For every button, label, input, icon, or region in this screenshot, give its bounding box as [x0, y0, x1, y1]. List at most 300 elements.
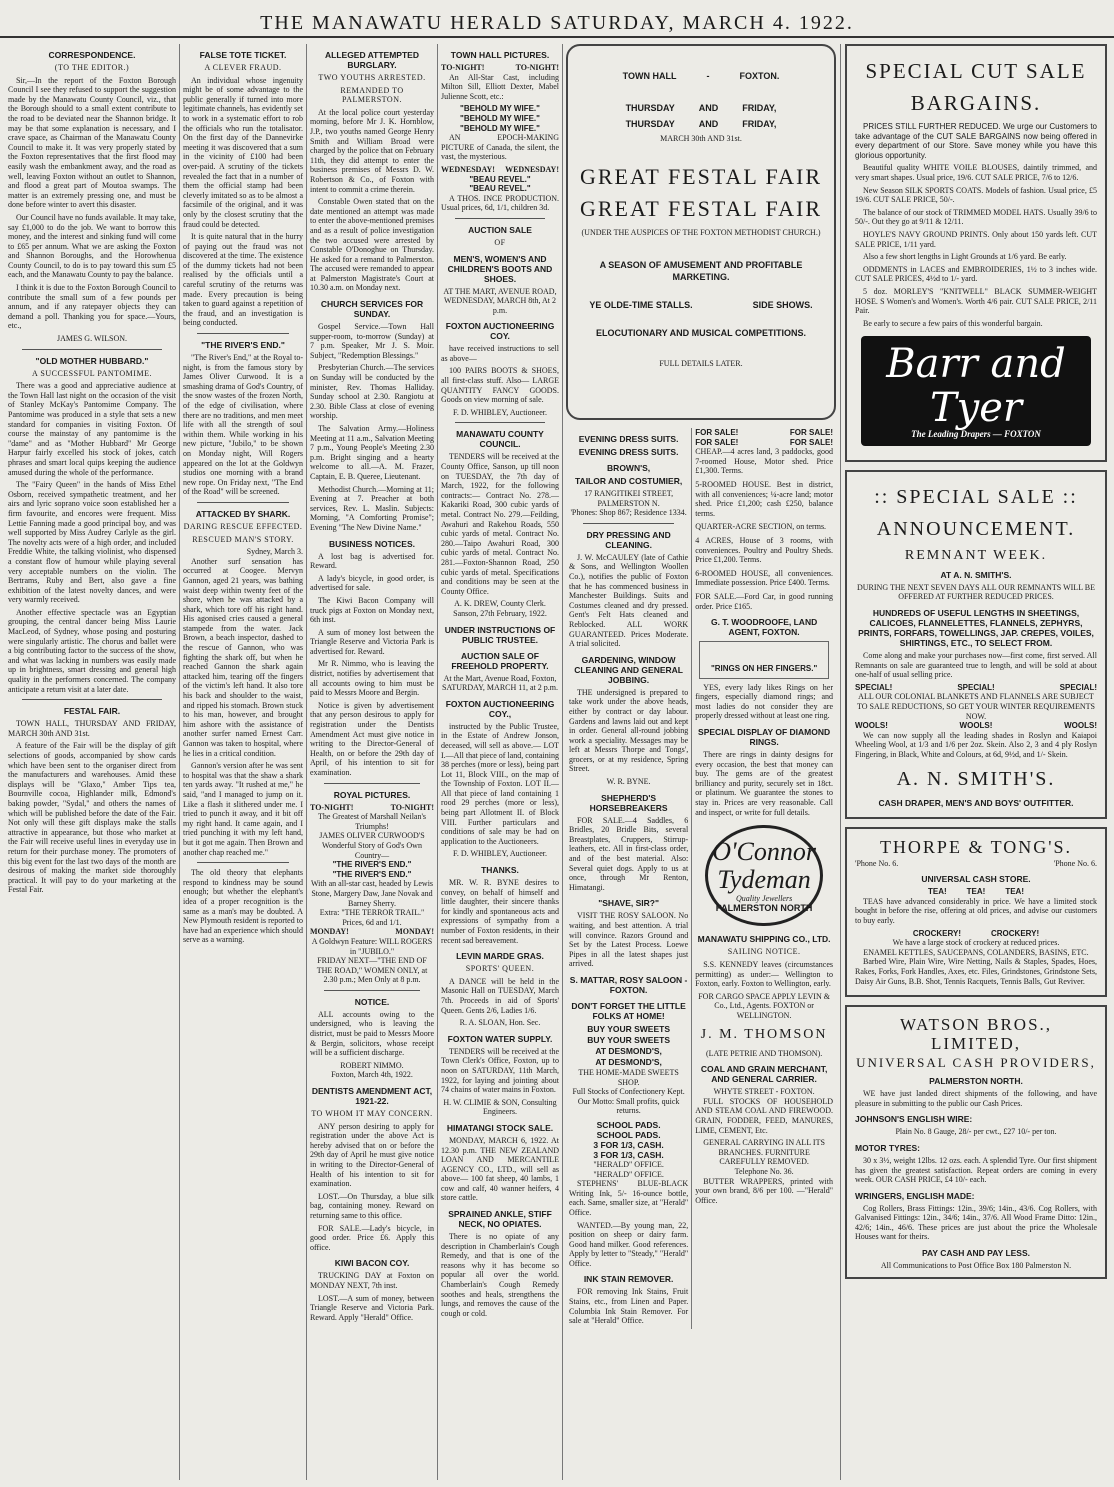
- heading: S. MATTAR, ROSY SALOON - FOXTON.: [569, 974, 688, 995]
- ad-text: The Greatest of Marshall Neilan's Triumphs!: [317, 812, 427, 831]
- watson-bros-ad: [845, 1005, 1107, 1279]
- ad-headline: GREAT FESTAL FAIR: [579, 163, 823, 189]
- paragraph: LOST.—A sum of money, between Triangle Reserve and Victoria Park. Reward. Apply "Herald" Office.: [310, 1293, 434, 1322]
- right-ads: [691, 428, 836, 1329]
- paragraph: It is quite natural that in the hurry of paying out the fraud was not discovered at the time. The existence of the dummy tickets had not been realised by the officials until a careful scrutiny of the returns was made. Every precaution is being taken to guard against a repetition of the fraud, and an investigation is being conducted.: [183, 232, 303, 328]
- paragraph: "The River's End," at the Royal to-night, is from the famous story by James Oliver Curwood. It is a smashing drama of God's Country, of the snow wastes of the frozen North, of the edge of civilisation, where there are no traditions, and men meet life with all the strength of soul within them. While working in his new picture, "Jubilo," to be shown on Monday night, Will Rogers appeared on the lot at the Goldwyn studios one morning with a brand new rope. On Friday next, "The End of the Road" will be screened.: [183, 353, 303, 497]
- column-rule: [306, 44, 307, 1480]
- ad-text: THE HOME-MADE SWEETS SHOP.: [578, 1067, 679, 1087]
- heading: SCHOOL PADS.: [596, 1119, 661, 1130]
- paragraph: BUTTER WRAPPERS, printed with your own brand, 8/6 per 100. —"Herald" Office.: [695, 1176, 833, 1205]
- divider: [455, 422, 545, 423]
- signature: A. K. DREW, County Clerk.: [454, 599, 546, 609]
- ad-text: GENERAL CARRYING IN ALL ITS BRANCHES. FURNITURE CAREFULLY REMOVED.: [703, 1138, 825, 1167]
- paragraph: Another surf sensation has occurred at Coogee. Mervyn Gannon, aged 21 years, was bathing waist deep within twenty feet of the shore, when he was attacked by a shark, which tore off his right hand. His agonised cries caused a general stampede from the water. Jack Brown, a beach inspector, dashed to the rescue of Gannon, who was fighting the shark off, but when he reached Gannon the shark again attacked him, tearing off the fingers of the victim's left hand. It also tore his back and shoulder to the waist, and ripped his stomach. Brown stuck to his man, however, and brought him ashore with the assistance of another surfer named Ernest Carr. Gannon was taken to hospital, where he lies in a critical condition.: [183, 556, 303, 758]
- paragraph: TENDERS will be received at the County Office, Sanson, up till noon on TUESDAY, the 7th day of March, 1922, for the following contracts:— Contract No. 278.—Kakariki Road, 300 cubic yards of metal. Contract No. 279.—Feilding, Awahuri and Rakehou Roads, 550 cubic yards of metal. Contract No. 280.—Taipo Awahuri Road, 300 cubic yards of metal. Contract No. 281.—Foxton-Shannon Road, 250 cubic yards of metal. Specifications and conditions may be seen at the County Office.: [441, 452, 559, 596]
- ad-text: SPECIAL!: [855, 682, 893, 692]
- paragraph: FOR SALE.—Lady's bicycle, in good order. Price £6. Apply this office.: [310, 1223, 434, 1252]
- rings-ad: [699, 641, 829, 679]
- paragraph: Gospel Service.—Town Hall supper-room, to-morrow (Sunday) at 7 p.m. Speaker, Mr J. S. Moir. Subject, "Redemption Blessings.": [310, 322, 434, 360]
- ad-text: TEA!: [1005, 887, 1024, 897]
- paragraph: Sir,—In the report of the Foxton Borough Council I see they refused to support the suggestion made by the Manawatu County Council, viz., that the Borough should to a small extent contribute to the road to be deviated near the Shannon bridge. It may be that some explanation is necessary, and I crave space, as Chairman of the Manawatu County Council to make it. It was very properly stated by the Foxton representatives that the first flood may easily wash the embankment away, and the road as well, leaving Foxton without an outlet to Shannon, and flood a great part of Moutoa swamps. The matter is an extremely pressing one, and must be done before winter to avert this disaster.: [8, 75, 176, 210]
- heading: ALLEGED ATTEMPTED BURGLARY.: [325, 50, 419, 70]
- paragraph: ALL accounts owing to the undersigned, who is leaving the district, must be paid to Messrs Moore & Bergin, solicitors, whose receipt will be a sufficient discharge.: [310, 1009, 434, 1058]
- heading: BUY YOUR SWEETS: [587, 1023, 671, 1034]
- ad-text: "HERALD" OFFICE.: [593, 1159, 664, 1169]
- paragraph: 5 doz. MORLEY'S "KNITWELL" BLACK SUMMER-WEIGHT HOSE. S Women's and Women's. Worth 4/6 pair. CUT SALE PRICE, 2/11 Pair.: [855, 286, 1097, 316]
- heading: AUCTION SALE: [468, 224, 532, 235]
- heading: DRY PRESSING AND CLEANING.: [586, 529, 671, 550]
- paragraph: FULL STOCKS OF HOUSEHOLD AND STEAM COAL AND FIREWOOD. GRAIN, FODDER, FEED, MANURES, LIME, CEMENT, Etc.: [695, 1096, 833, 1135]
- thorpe-tongs-ad: [845, 827, 1107, 998]
- ad-row: [576, 70, 826, 82]
- heading: GARDENING, WINDOW CLEANING AND GENERAL JOBBING.: [574, 654, 683, 685]
- paragraph: ANY person desiring to apply for registration under the above Act is hereby advised that on or before the 29th day of April he must give notice in writing to the Director-General of Health of his intention to sit for examination.: [310, 1121, 434, 1189]
- divider: [455, 218, 545, 219]
- ad-row: [695, 428, 833, 438]
- ad-headline: GREAT FESTAL FAIR: [579, 195, 823, 221]
- ad-text: Extra: "THE TERROR TRAIL.": [319, 908, 425, 918]
- paragraph: Barbed Wire, Plain Wire, Wire Netting, Nails & Staples, Spades, Hoes, Rakes, Forks, Fork Handles, Axes, etc. Files, Grindstones, Grindstone Sets, Daisy Air Guns, B.B. Shot, Tennis Racquets, Tennis Balls, Gut Reviver.: [855, 957, 1097, 986]
- paragraph: have received instructions to sell as above—: [441, 344, 559, 363]
- heading: EVENING DRESS SUITS.: [578, 434, 679, 444]
- ad-row: [441, 165, 559, 175]
- paragraph: TENDERS will be received at the Town Clerk's Office, Foxton, up to noon on SATURDAY, 11th March, 1922, for laying and jointing about 74 chains of water mains in Foxton.: [441, 1046, 559, 1095]
- heading: LEVIN MARDE GRAS.: [456, 951, 544, 962]
- ad-text: FRIDAY,: [742, 103, 777, 113]
- heading: "THE RIVER'S END.": [201, 340, 285, 351]
- ad-text: TO-NIGHT!: [515, 63, 559, 72]
- paragraph: FOR removing Ink Stains, Fruit Stains, etc., from Linen and Paper. Columbia Ink Stain Remover. For sale at "Herald" Office.: [569, 1287, 689, 1326]
- dateline: Sydney, March 3.: [246, 547, 303, 557]
- ad-row: [310, 927, 434, 937]
- remnant-sale-ad: [845, 470, 1107, 819]
- ad-row: [855, 721, 1097, 731]
- heading: DON'T FORGET THE LITTLE FOLKS AT HOME!: [571, 1000, 686, 1021]
- ad-text: "BEHOLD MY WIFE.": [460, 113, 540, 123]
- ad-text: TEA!: [927, 887, 947, 897]
- heading: MANAWATU SHIPPING CO., LTD.: [697, 934, 831, 945]
- ad-text: WOOLS!: [1064, 721, 1097, 731]
- heading: PAY CASH AND PAY LESS.: [921, 1248, 1031, 1259]
- heading: AT A. N. SMITH'S.: [940, 569, 1012, 580]
- ad-text: CROCKERY!: [991, 928, 1040, 938]
- barr-tyer-logo: [861, 336, 1091, 446]
- subheading: REMANDED TO PALMERSTON.: [340, 85, 404, 105]
- heading: EVENING DRESS SUITS.: [578, 447, 679, 457]
- heading: AT DESMOND'S,: [595, 1045, 662, 1056]
- ad-row: [855, 683, 1097, 693]
- ad-row: [576, 299, 826, 311]
- paragraph: WANTED.—By young man, 22, position on sheep or dairy farm. Good hand milker. Good references. Apply by letter to "Steady," "Herald" Office.: [569, 1220, 689, 1268]
- column-news: [183, 44, 303, 1480]
- divider: [22, 349, 162, 350]
- ad-text: "HERALD" OFFICE.: [593, 1169, 664, 1179]
- signature: ROBERT NIMMO.: [340, 1060, 404, 1070]
- subheading: A SUCCESSFUL PANTOMIME.: [32, 368, 152, 378]
- subheading: (TO THE EDITOR.): [54, 63, 130, 72]
- ad-text: SPECIAL!: [1059, 682, 1097, 692]
- ad-row: [695, 438, 833, 448]
- ad-text: AND: [698, 103, 719, 113]
- signature: H. W. CLIMIE & SON, Consulting Engineers.: [443, 1097, 557, 1117]
- ad-text: -: [706, 71, 710, 81]
- paragraph: STEPHENS' BLUE-BLACK Writing Ink, 5/- 16-ounce bottle, each. Same, smaller size, at "Herald" Office.: [569, 1179, 689, 1217]
- heading: INK STAIN REMOVER.: [583, 1274, 674, 1285]
- ad-row: [310, 803, 434, 813]
- ad-text: TO-NIGHT!: [441, 63, 485, 72]
- heading: FESTAL FAIR.: [63, 706, 121, 717]
- signature: JAMES G. WILSON.: [56, 334, 128, 344]
- heading: CHURCH SERVICES FOR SUNDAY.: [320, 299, 424, 320]
- ad-headline: REMNANT WEEK.: [904, 547, 1048, 563]
- heading: UNIVERSAL CASH STORE.: [921, 874, 1031, 885]
- ad-headline: WATSON BROS., LIMITED,: [899, 1015, 1053, 1054]
- paragraph: Beautiful quality WHITE VOILE BLOUSES, daintily trimmed, and very smart shapes. Usual price, 19/6. CUT SALE PRICE, 7/6 to 12/6.: [855, 163, 1097, 182]
- ad-headline: A. N. SMITH'S.: [896, 767, 1056, 790]
- divider: [197, 502, 289, 503]
- ad-headline: SPECIAL CUT SALE: [865, 59, 1087, 83]
- ad-text: Telephone No. 36.: [734, 1166, 794, 1176]
- subheading: RESCUED MAN'S STORY.: [192, 534, 294, 544]
- ad-text: 'Phone No. 6.: [855, 858, 899, 868]
- paragraph: A lost bag is advertised for. Reward.: [310, 551, 434, 571]
- subheading: TO WHOM IT MAY CONCERN.: [311, 1109, 433, 1119]
- heading: KIWI BACON COY.: [334, 1258, 410, 1269]
- paragraph: An individual whose ingenuity might be of some advantage to the public generally if turned into more legitimate channels, has evidently set to work in a systematic effort to rob the officials who run the totalisator. On the first day of the Dannevirke meeting it was discovered that a sum in the vicinity of £100 had been over-paid. A scrutiny of the tickets revealed the fact that in a number of them the official stamp had been cleverly imitated so as to be almost a facsimile of the original, and it was only by the closest scrutiny that the fraud could be detected.: [183, 75, 303, 229]
- ad-text: AND: [698, 119, 719, 129]
- paragraph: Mr R. Nimmo, who is leaving the district, notifies by advertisement that all accounts owing to him must be paid to Messrs Moore and Bergin.: [310, 659, 434, 698]
- paragraph: ODDMENTS in LACES and EMBROIDERIES, 1½ to 3 inches wide. CUT SALE PRICES, 4½d to 1/- yard.: [855, 264, 1097, 284]
- signature: F. D. WHIBLEY, Auctioneer.: [453, 407, 547, 417]
- ad-headline: BARGAINS.: [910, 91, 1042, 115]
- ad-text: ELOCUTIONARY AND MUSICAL COMPETITIONS.: [595, 328, 806, 339]
- ad-text: "BEHOLD MY WIFE.": [460, 123, 540, 133]
- ad-row: [441, 63, 559, 73]
- heading: 3 FOR 1/3, CASH.: [593, 1139, 664, 1150]
- ad-text: FOR SALE!: [695, 428, 739, 437]
- paragraph: Be early to secure a few pairs of this wonderful bargain.: [863, 318, 1043, 328]
- ad-text: 17 RANGITIKEI STREET, PALMERSTON N.: [584, 489, 674, 508]
- paragraph: There was a good and appreciative audience at the Town Hall last night on the occasion of the visit of Stanley McKay's Pantomime Company. The Pantomime was produced in a style that sets a new standard for companies in visiting Foxton. Of course the mainstay of any pantomime is the "dame" and as "Mother Hubbard" Mr George Harpur fairly excelled his stock of jokes, catch phrases and smart local quips keeping the audience amused during the whole of the performance.: [8, 381, 176, 477]
- paragraph: S.S. KENNEDY leaves (circumstances permitting) as under:— Wellington to Foxton, early. Foxton to Wellington, early.: [695, 960, 833, 989]
- paragraph: FOR SALE.—4 Saddles, 6 Bridles, 20 Bridle Bits, several Breastplates, Cruppers, Stirrup-leathers, etc. All in first-class order, and of the best material. Also: Several quiet dogs. Apply to us at once, through Mr Renton, Himatangi.: [569, 815, 689, 892]
- ad-text: ALL OUR COLONIAL BLANKETS AND FLANNELS ARE SUBJECT TO SALE REDUCTIONS, SO GET YOUR WINTER REQUIREMENTS NOW.: [857, 692, 1095, 721]
- ad-headline: UNIVERSAL CASH PROVIDERS,: [856, 1055, 1096, 1071]
- festal-fair-ad: [566, 44, 836, 420]
- listing: 5-ROOMED HOUSE. Best in district, with all conveniences; ¼-acre land; motor shed. Price £1,200; cash £250, balance terms.: [695, 479, 833, 518]
- ad-text: DURING THE NEXT SEVEN DAYS ALL OUR REMNANTS WILL BE OFFERED AT FURTHER REDUCED PRICES.: [857, 582, 1095, 602]
- ad-text: Prices, 6d and 1/1.: [342, 917, 402, 927]
- listing: FOR SALE.—Ford Car, in good running order. Price £165.: [695, 591, 833, 611]
- paragraph: Methodist Church.—Morning at 11; Evening at 7. Preacher at both services, Rev. L. Maslin. Subjects: Morning, "A Comforting Promise"; Evening "The New Divine Name.": [310, 484, 434, 532]
- paragraph: THE undersigned is prepared to take work under the above heads, either by contract or day labour. Gardens and lawns laid out and kept in order. General all-round jobbing work a speciality. Messages may be left at Messrs Thorpe and Tongs', grocers, or at my residence, Spring Street.: [569, 687, 689, 774]
- paragraph: HOYLE'S NAVY GROUND PRINTS. Only about 150 yards left. CUT SALE PRICE, 1/11 yard.: [855, 229, 1097, 249]
- paragraph: TOWN HALL, THURSDAY AND FRIDAY, MARCH 30th AND 31st.: [8, 719, 176, 738]
- heading: FOXTON AUCTIONEERING COY.,: [445, 698, 555, 719]
- ad-text: WEDNESDAY!: [441, 164, 495, 174]
- paragraph: 100 PAIRS BOOTS & SHOES, all first-class stuff. Also— LARGE QUANTITY FANCY GOODS. Goods on view morning of sale.: [441, 366, 559, 405]
- heading: FALSE TOTE TICKET.: [199, 50, 287, 60]
- heading: HUNDREDS OF USEFUL LENGTHS IN SHEETINGS, CALICOES, FLANNELETTES, FLANNELS, ZEPHYRS, PRINTS, FORFARS, TOWELLINGS, JAP. CREPES, VOILES, SHIRTINGS, ETC., TO SELECT FROM.: [858, 608, 1094, 649]
- ad-text: SPECIAL!: [957, 682, 995, 692]
- listing: 4 ACRES, House of 3 rooms, with conveniences. Poultry and Poultry Sheds. Price £1,200. Terms.: [695, 535, 833, 565]
- ad-text: WOOLS!: [959, 721, 993, 731]
- paragraph: The Salvation Army.—Holiness Meeting at 11 a.m., Salvation Meeting 7 p.m., Young People's Meeting 2.30 p.m. Bright singing and a hearty welcome to all.—A. M. Frazer, Captain, E. B. Queree, Lieutenant.: [310, 424, 434, 481]
- heading: HIMATANGI STOCK SALE.: [446, 1122, 554, 1133]
- ad-text: (LATE PETRIE AND THOMSON).: [705, 1048, 823, 1058]
- paragraph: A sum of money lost between the Triangle Reserve and Victoria Park is advertised for. Reward.: [310, 627, 434, 656]
- paragraph: LOST.—On Thursday, a blue silk bag, containing money. Reward on returning same to this office.: [310, 1191, 434, 1220]
- paragraph: I think it is due to the Foxton Borough Council to contribute the small sum of a few pounds per annum, and if any ratepayer objects they can demand a poll. Thanking you for space.—Yours, etc.,: [8, 283, 176, 331]
- paragraph: MR. W. R. BYNE desires to convey, on behalf of himself and little daughter, their sincere thanks for kindly and spontaneous acts and expressions of sympathy from a number of Foxton residents, in their recent sad bereavement.: [441, 878, 559, 945]
- subheading: OF: [494, 237, 506, 247]
- heading: "SHAVE, SIR?": [598, 898, 659, 909]
- heading: UNDER INSTRUCTIONS OF PUBLIC TRUSTEE.: [444, 624, 556, 645]
- heading: COAL AND GRAIN MERCHANT, AND GENERAL CARRIER.: [700, 1064, 828, 1085]
- logo-text: Tydeman: [717, 865, 811, 895]
- paragraph: AN EPOCH-MAKING PICTURE of Canada, the silent, the vast, the mysterious.: [441, 133, 559, 162]
- ad-text: THURSDAY: [625, 103, 675, 113]
- cut-sale-ad: [845, 44, 1107, 462]
- subheading: A CLEVER FRAUD.: [204, 63, 282, 72]
- signature: R. A. SLOAN, Hon. Sec.: [459, 1018, 541, 1028]
- ad-text: "BEAU REVEL.": [469, 184, 531, 194]
- ad-text: SIDE SHOWS.: [752, 300, 813, 311]
- heading: TAILOR AND COSTUMIER,: [575, 476, 683, 486]
- divider: [197, 333, 289, 334]
- heading: MEN'S, WOMEN'S AND CHILDREN'S BOOTS AND SHOES.: [447, 253, 553, 284]
- paragraph: We can now supply all the leading shades in Roslyn and Kaiapoi Wheeling Wool, at 1/3 and 1/6 per 2oz. Skein. Also 2, 3 and 4 ply Roslyn Fingering, in Black, White and Colours, at 6d, 9½d, and 1/- Skein.: [855, 730, 1097, 759]
- heading: SPRAINED ANKLE, STIFF NECK, NO OPIATES.: [448, 1209, 552, 1230]
- signature: F. D. WHIBLEY, Auctioneer.: [453, 849, 547, 859]
- logo-text: O'Connor: [712, 837, 816, 867]
- heading: THANKS.: [481, 865, 519, 876]
- divider: [197, 862, 289, 863]
- column-rule: [840, 44, 841, 1480]
- heading: DENTISTS AMENDMENT ACT, 1921-22.: [311, 1086, 433, 1107]
- signature: W. R. BYNE.: [606, 777, 651, 787]
- paragraph: J. W. McCAULEY (late of Cathie & Sons, and Wellington Woollen Co.), notifies the public of Foxton that he has commenced business in Manchester Buildings. Suits and Costumes cleaned and dry pressed. Gent's Felt Hats cleaned and Reblocked. ALL WORK GUARANTEED. Prices Moderate. A trial solicited.: [569, 552, 689, 649]
- heading: BUSINESS NOTICES.: [329, 538, 415, 549]
- logo-text: The Leading Drapers — FOXTON: [911, 429, 1041, 440]
- ad-text: MONDAY!: [395, 927, 434, 937]
- ad-text: FRIDAY NEXT—"THE END OF THE ROAD," WOMEN ONLY, at 2.30 p.m.; Men Only at 8 p.m.: [316, 956, 428, 985]
- ad-text: A SEASON OF AMUSEMENT AND PROFITABLE MARKETING.: [599, 260, 803, 283]
- heading: SPECIAL DISPLAY OF DIAMOND RINGS.: [698, 727, 831, 748]
- heading: JOHNSON'S ENGLISH WIRE:: [855, 1114, 973, 1125]
- ad-text: "BEHOLD MY WIFE.": [460, 104, 540, 114]
- ad-text: FRIDAY,: [742, 119, 777, 129]
- ad-text: FOR CARGO SPACE APPLY LEVIN & Co., Ltd., Agents. FOXTON or WELLINGTON.: [698, 991, 830, 1020]
- heading: TOWN HALL PICTURES.: [450, 50, 550, 60]
- paragraph: Notice is given by advertisement that any person desirous to apply for registration under the Dentists Amendment Act must give notice in writing to the Director-General of Health, on or before the 29th day of April, of his intention to sit for examination.: [310, 700, 434, 777]
- paragraph: New Season SILK SPORTS COATS. Models of fashion. Usual price, £5 19/6. CUT SALE PRICE, 50/-.: [855, 185, 1097, 205]
- paragraph: A lady's bicycle, in good order, is advertised for sale.: [310, 573, 434, 593]
- jeweller-logo: [705, 825, 823, 926]
- paragraph: YES, every lady likes Rings on her fingers, especially diamond rings; and most ladies do not consider they are properly dressed without at least one ring.: [695, 682, 833, 721]
- ad-text: MARCH 30th AND 31st.: [660, 134, 742, 143]
- ad-text: FOR SALE!: [789, 428, 833, 437]
- ad-headline: ANNOUNCEMENT.: [876, 517, 1076, 540]
- ad-text: TEA!: [966, 887, 986, 897]
- column-rule: [437, 44, 438, 1480]
- listing: QUARTER-ACRE SECTION, on terms.: [695, 522, 827, 532]
- paragraph: 30 x 3½, weight 12lbs. 12 ozs. each. A splendid Tyre. Our first shipment has given the greatest satisfaction. Repeat orders are coming in every week. OUR CASH PRICE, £4 10/- each.: [855, 1155, 1097, 1185]
- ad-text: "BEAU REVEL.": [469, 174, 531, 184]
- paragraph: Constable Owen stated that on the date mentioned an attempt was made to enter the above-mentioned premises and as a result of police investigation the two accused were arrested by Constable O'Donoghue on Thursday. He asked for a remand to Palmerston. The accused were remanded to appear at Palmerston Magistrate's Court at 10.30 a.m. on Monday next.: [310, 197, 434, 293]
- ad-headline: THORPE & TONG'S.: [879, 836, 1073, 857]
- ad-row: [855, 859, 1097, 869]
- divider: [22, 699, 162, 700]
- ad-row: [855, 887, 1097, 897]
- ad-text: 'Phone No. 6.: [1053, 858, 1097, 868]
- ad-text: FOXTON.: [739, 71, 780, 81]
- paragraph: VISIT THE ROSY SALOON. No waiting, and best attention. A trial will convince. Razors Ground and Set by the Latest Process. Loewe Pipes in all the latest shapes just arrived.: [569, 911, 689, 969]
- masthead: [0, 0, 1114, 38]
- paragraph: At the local police court yesterday morning, before Mr J. K. Hornblow, J.P., two youths named George Henry Smith and William Broad were charged by the police that on February 11th, they did attempt to enter the business premises of Messrs D. W. Robertson & Co., of Foxton with intent to commit a crime therein.: [310, 107, 434, 194]
- paragraph: The "Fairy Queen" in the hands of Miss Ethel Osborn, received sympathetic treatment, and her airs and lyric soprano voice soon established her a firm favourite, and encores were frequent. Miss Lettie Fanning made a good principal boy, and was well supported by Miss Audrey Carlyle as the girl. The novelty acts were of a high order, and included Freddie White, the talking violinist, who dispensed a constant flow of humour while playing several very acceptable numbers on the violin. The Bertrams, Ruby and Bert, also gave a fine exhibition of the latest novelty dances, and were very warmly received.: [8, 480, 176, 605]
- heading: BROWN'S,: [607, 463, 651, 473]
- heading: G. T. WOODROOFE, LAND AGENT, FOXTON.: [710, 617, 818, 638]
- listing: 6-ROOMED HOUSE, all conveniences. Immediate possession. Price £400. Terms.: [695, 568, 833, 588]
- ad-text: 'Phones: Shop 867; Residence 1334.: [570, 508, 687, 518]
- ad-text: WEDNESDAY!: [505, 164, 559, 174]
- ad-text: MONDAY!: [310, 927, 349, 937]
- ad-text: JAMES OLIVER CURWOOD'S Wonderful Story of God's Own Country—: [319, 831, 425, 860]
- column-rule: [562, 44, 563, 1480]
- paragraph: Come along and make your purchases now—first come, first served. All Remnants on sale are guaranteed true to length, and will be sold at about one-half of usual selling price.: [855, 651, 1097, 680]
- heading: "OLD MOTHER HUBBARD.": [35, 355, 149, 366]
- heading: BUY YOUR SWEETS: [587, 1034, 671, 1045]
- ad-text: Our Motto: Small profits, quick returns.: [577, 1096, 680, 1116]
- column-wide-ads: [566, 44, 836, 1480]
- ad-text: "THE RIVER'S END.": [332, 860, 412, 870]
- ad-row: [855, 929, 1097, 939]
- paragraph: Presbyterian Church.—The services on Sunday will be conducted by the minister, Rev. Thomas Halliday. Sunday school at 2.30. Rangiotu at 2.30. Bible Class at close of evening worship.: [310, 363, 434, 421]
- ad-text: FOR SALE!: [789, 437, 833, 447]
- ad-text: Full Stocks of Confectionery Kept.: [572, 1087, 685, 1097]
- dateline: Foxton, March 4th, 1922.: [331, 1070, 413, 1080]
- heading: AT DESMOND'S,: [595, 1056, 662, 1067]
- ad-text: TO-NIGHT!: [310, 802, 354, 812]
- heading: ROYAL PICTURES.: [333, 789, 411, 800]
- heading: FOXTON WATER SUPPLY.: [447, 1033, 553, 1044]
- ad-text: (UNDER THE AUSPICES OF THE FOXTON METHODIST CHURCH.): [581, 227, 821, 237]
- ad-text: A Goldwyn Feature: WILL ROGERS in "JUBILO.": [311, 936, 433, 956]
- paragraph: WE have just landed direct shipments of the following, and have pleasure in submitting to the public our Cash Prices.: [855, 1089, 1097, 1108]
- logo-text: Quality Jewellers: [735, 894, 793, 904]
- divider: [324, 783, 420, 784]
- logo-text: PALMERSTON NORTH: [715, 902, 813, 913]
- ad-text: CROCKERY!: [912, 928, 961, 938]
- ad-text: AT THE MART, AVENUE ROAD, WEDNESDAY, MARCH 8th, At 2 p.m.: [443, 286, 557, 315]
- ad-text: YE OLDE-TIME STALLS.: [589, 300, 693, 311]
- paragraph: PRICES STILL FURTHER REDUCED. We urge our Customers to take advantage of the CUT SALE BARGAINS now being offered in every department of our Store. Save money while you have this glorious opportunity.: [855, 122, 1097, 160]
- ad-text: With an all-star cast, headed by Lewis Stone, Margery Daw, Jane Novak and Barney Sherry.: [310, 879, 434, 908]
- heading: SCHOOL PADS.: [596, 1129, 661, 1140]
- subheading: TWO YOUTHS ARRESTED.: [318, 73, 426, 82]
- heading: FOXTON AUCTIONEERING COY.: [445, 321, 555, 342]
- paragraph: The old theory that elephants respond to kindness may be sound enough; but whether the elephant's idea of a proper recognition is the same as a man's may be doubted. A New Plymouth resident is reported to have had an experience which should serve as a warning.: [183, 868, 303, 945]
- ad-text: All Communications to Post Office Box 180 Palmerston N.: [880, 1261, 1072, 1271]
- logo-text: Barr and Tyer: [886, 341, 1066, 432]
- paragraph: The balance of our stock of TRIMMED MODEL HATS. Usually 39/6 to 50/-. Out they go at 9/11 & 12/11.: [855, 207, 1097, 227]
- column-advertisements: [441, 44, 559, 1480]
- ad-text: WHYTE STREET - FOXTON.: [713, 1087, 815, 1097]
- heading: PALMERSTON NORTH.: [929, 1076, 1023, 1087]
- masthead-title: THE MANAWATU HERALD SATURDAY, MARCH 4. 1922.: [260, 12, 854, 34]
- ad-text: WOOLS!: [855, 721, 888, 731]
- ad-text: FULL DETAILS LATER.: [659, 359, 743, 369]
- heading: SHEPHERD'S HORSEBREAKERS: [589, 792, 668, 813]
- subheading: SAILING NOTICE.: [727, 947, 801, 957]
- divider: [583, 523, 674, 524]
- heading: 3 FOR 1/3, CASH.: [593, 1149, 664, 1160]
- left-ads: [566, 428, 691, 1329]
- paragraph: Our Council have no funds available. It may take, say £1,000 to do the job. We want to borrow this money, and the interest and sinking fund will come to £65 per annum. What we are asking the Foxton and Shannon Boroughs, and the Horowhenua County Council, to do is to pay toward this sum £5 each, and the Manawatu County to pay the balance.: [8, 212, 176, 280]
- paragraph: A feature of the Fair will be the display of gift selections of goods, accompanied by show cards which have been sent to the organiser direct from the manufacturers and warehouses. Amid these displays will be "Glaxo," Amber Tips tea, Bournville cocoa, Highlander milk, Edmond's baking powder, "Sydal," and others the names of which will be published before the date of the Fair. Not only will these gift displays make the stalls attractive in appearance, but those who market at the Fair will receive useful lines in everyday use in return for their purchase money. The promoters of this big event for the last two days of the month are desirous of making the market side thoroughly practical. It will pay to do your marketing at the Festal Fair.: [8, 741, 176, 895]
- paragraph: Cog Rollers, Brass Fittings: 12in., 39/6; 14in., 43/6. Cog Rollers, with Galvanised Fittings: 12in., 34/6; 14in., 37/6. All Wood Frame Ditto: 12in., 42/6; 14in., 46/6. These prices are just about the price the Wholesale Houses want for theirs.: [855, 1203, 1097, 1242]
- two-column-ads: [566, 428, 836, 1329]
- ad-text: ENAMEL KETTLES, SAUCEPANS, COLANDERS, BASINS, ETC.: [863, 947, 1089, 957]
- paragraph: There are rings in dainty designs for every occasion, the best that money can buy. The gems are of the greatest brilliancy and purity, securely set in 18ct. or platinum. We guarantee the stones to stay in. Prices are very reasonable. Call and inspect, or write for full details.: [695, 750, 833, 817]
- heading: CORRESPONDENCE.: [48, 50, 136, 60]
- ad-text: Plain No. 8 Gauge, 28/- per cwt., £27 10/- per ton.: [895, 1127, 1057, 1137]
- paragraph: The Kiwi Bacon Company will truck pigs at Foxton on Monday next, 6th inst.: [310, 595, 434, 625]
- paragraph: An All-Star Cast, including Milton Sill, Elliott Dexter, Mabel Julienne Scott, etc.:: [441, 72, 559, 101]
- paragraph: TEAS have advanced considerably in price. We have a limited stock bought in before the rise, offering at old prices, and advise our customers to buy early.: [855, 896, 1097, 925]
- heading: MANAWATU COUNTY COUNCIL.: [456, 429, 544, 450]
- subheading: DARING RESCUE EFFECTED.: [183, 521, 303, 531]
- paragraph: A THOS. INCE PRODUCTION. Usual prices, 6d, 1/1, children 3d.: [441, 193, 559, 213]
- ad-headline: :: SPECIAL SALE ::: [874, 485, 1078, 508]
- paragraph: Another effective spectacle was an Egyptian grouping, the central dancer being Miss Laurie MacLeod, of Sydney, whose posing and posturing were singularly artistic. The chorus and ballet were a big contributing factor to the success of the show, and what was lacking in numbers was easily made up in brightness, smart dressing and general high quality in the performers concerned. The company anticipate a return visit at a later date.: [8, 607, 176, 694]
- paragraph: A DANCE will be held in the Masonic Hall on TUESDAY, March 7th. Proceeds in aid of Sports' Queen. Gents 2/6, Ladies 1/6.: [441, 976, 559, 1015]
- ad-text: At the Mart, Avenue Road, Foxton, SATURDAY, MARCH 11, at 2 p.m.: [442, 673, 558, 693]
- paragraph: instructed by the Public Trustee, in the Estate of Andrew Jonson, deceased, will sell as above.— LOT I.—All that piece of land, containing 38 perches (more or less), being part Lot 11, Block VIII., on the map of the Township of Foxton. LOT II.—All that piece of land containing 1 rood 29 perches (more or less), being part Allotment II. of Block VIII. Further particulars and conditions of sale may be had on application to the Auctioneers.: [441, 721, 559, 846]
- dateline: Sanson, 27th February, 1922.: [453, 608, 547, 618]
- paragraph: MONDAY, MARCH 6, 1922. At 12.30 p.m. THE NEW ZEALAND LOAN AND MERCANTILE AGENCY CO., LTD., will sell as above— 100 fat sheep, 40 lambs, 1 cow and calf, 40 wanner heifers, 4 store cattle.: [441, 1135, 559, 1203]
- paragraph: There is no opiate of any description in Chamberlain's Cough Remedy, and that is one of the reasons why it has become so popular all over the world. Chamberlain's Cough Remedy soothes and heals, strengthens the lungs, and removes the cause of the cough or cold.: [441, 1232, 559, 1318]
- ad-text: We have a large stock of crockery at reduced prices.: [892, 938, 1060, 948]
- ad-text: THURSDAY: [625, 119, 675, 129]
- column-drapery-ads: [845, 44, 1107, 1480]
- heading: NOTICE.: [354, 996, 390, 1007]
- column-rule: [179, 44, 180, 1480]
- heading: CASH DRAPER, MEN'S AND BOYS' OUTFITTER.: [878, 797, 1074, 808]
- column-local: [310, 44, 434, 1480]
- paragraph: TRUCKING DAY at Foxton on MONDAY NEXT, 7th inst.: [310, 1271, 434, 1290]
- heading: MOTOR TYRES:: [855, 1142, 921, 1153]
- ad-row: [576, 102, 826, 114]
- heading: ATTACKED BY SHARK.: [195, 508, 291, 519]
- ad-text: TOWN HALL: [622, 71, 677, 81]
- ad-text: TO-NIGHT!: [390, 802, 434, 812]
- listing: CHEAP.—4 acres land, 3 paddocks, good 7-roomed House, Motor shed. Price £1,300. Terms.: [695, 447, 833, 476]
- ad-headline: J. M. THOMSON: [700, 1026, 828, 1042]
- paragraph: Gannon's version after he was sent to hospital was that the shaw a shark ten yards away. "It rushed at me," he said, "and I managed to jump on it. Like a flash it slithered under me. I tried to punch it away, and it bit off my right hand. It came again, and I tried punching it with my left hand, but it got me again. Then Brown and another chap reached me.": [183, 761, 303, 857]
- ad-row: [576, 118, 826, 130]
- divider: [324, 990, 420, 991]
- subheading: SPORTS' QUEEN.: [465, 964, 535, 974]
- paragraph: Also a few short lengths in Light Grounds at 1/6 yard. Be early.: [863, 252, 1067, 262]
- heading: AUCTION SALE OF FREEHOLD PROPERTY.: [451, 650, 549, 671]
- column-correspondence: [8, 44, 176, 1480]
- heading: WRINGERS, ENGLISH MADE:: [855, 1190, 975, 1201]
- ad-text: FOR SALE!: [695, 437, 739, 447]
- ad-text: "THE RIVER'S END.": [332, 869, 412, 879]
